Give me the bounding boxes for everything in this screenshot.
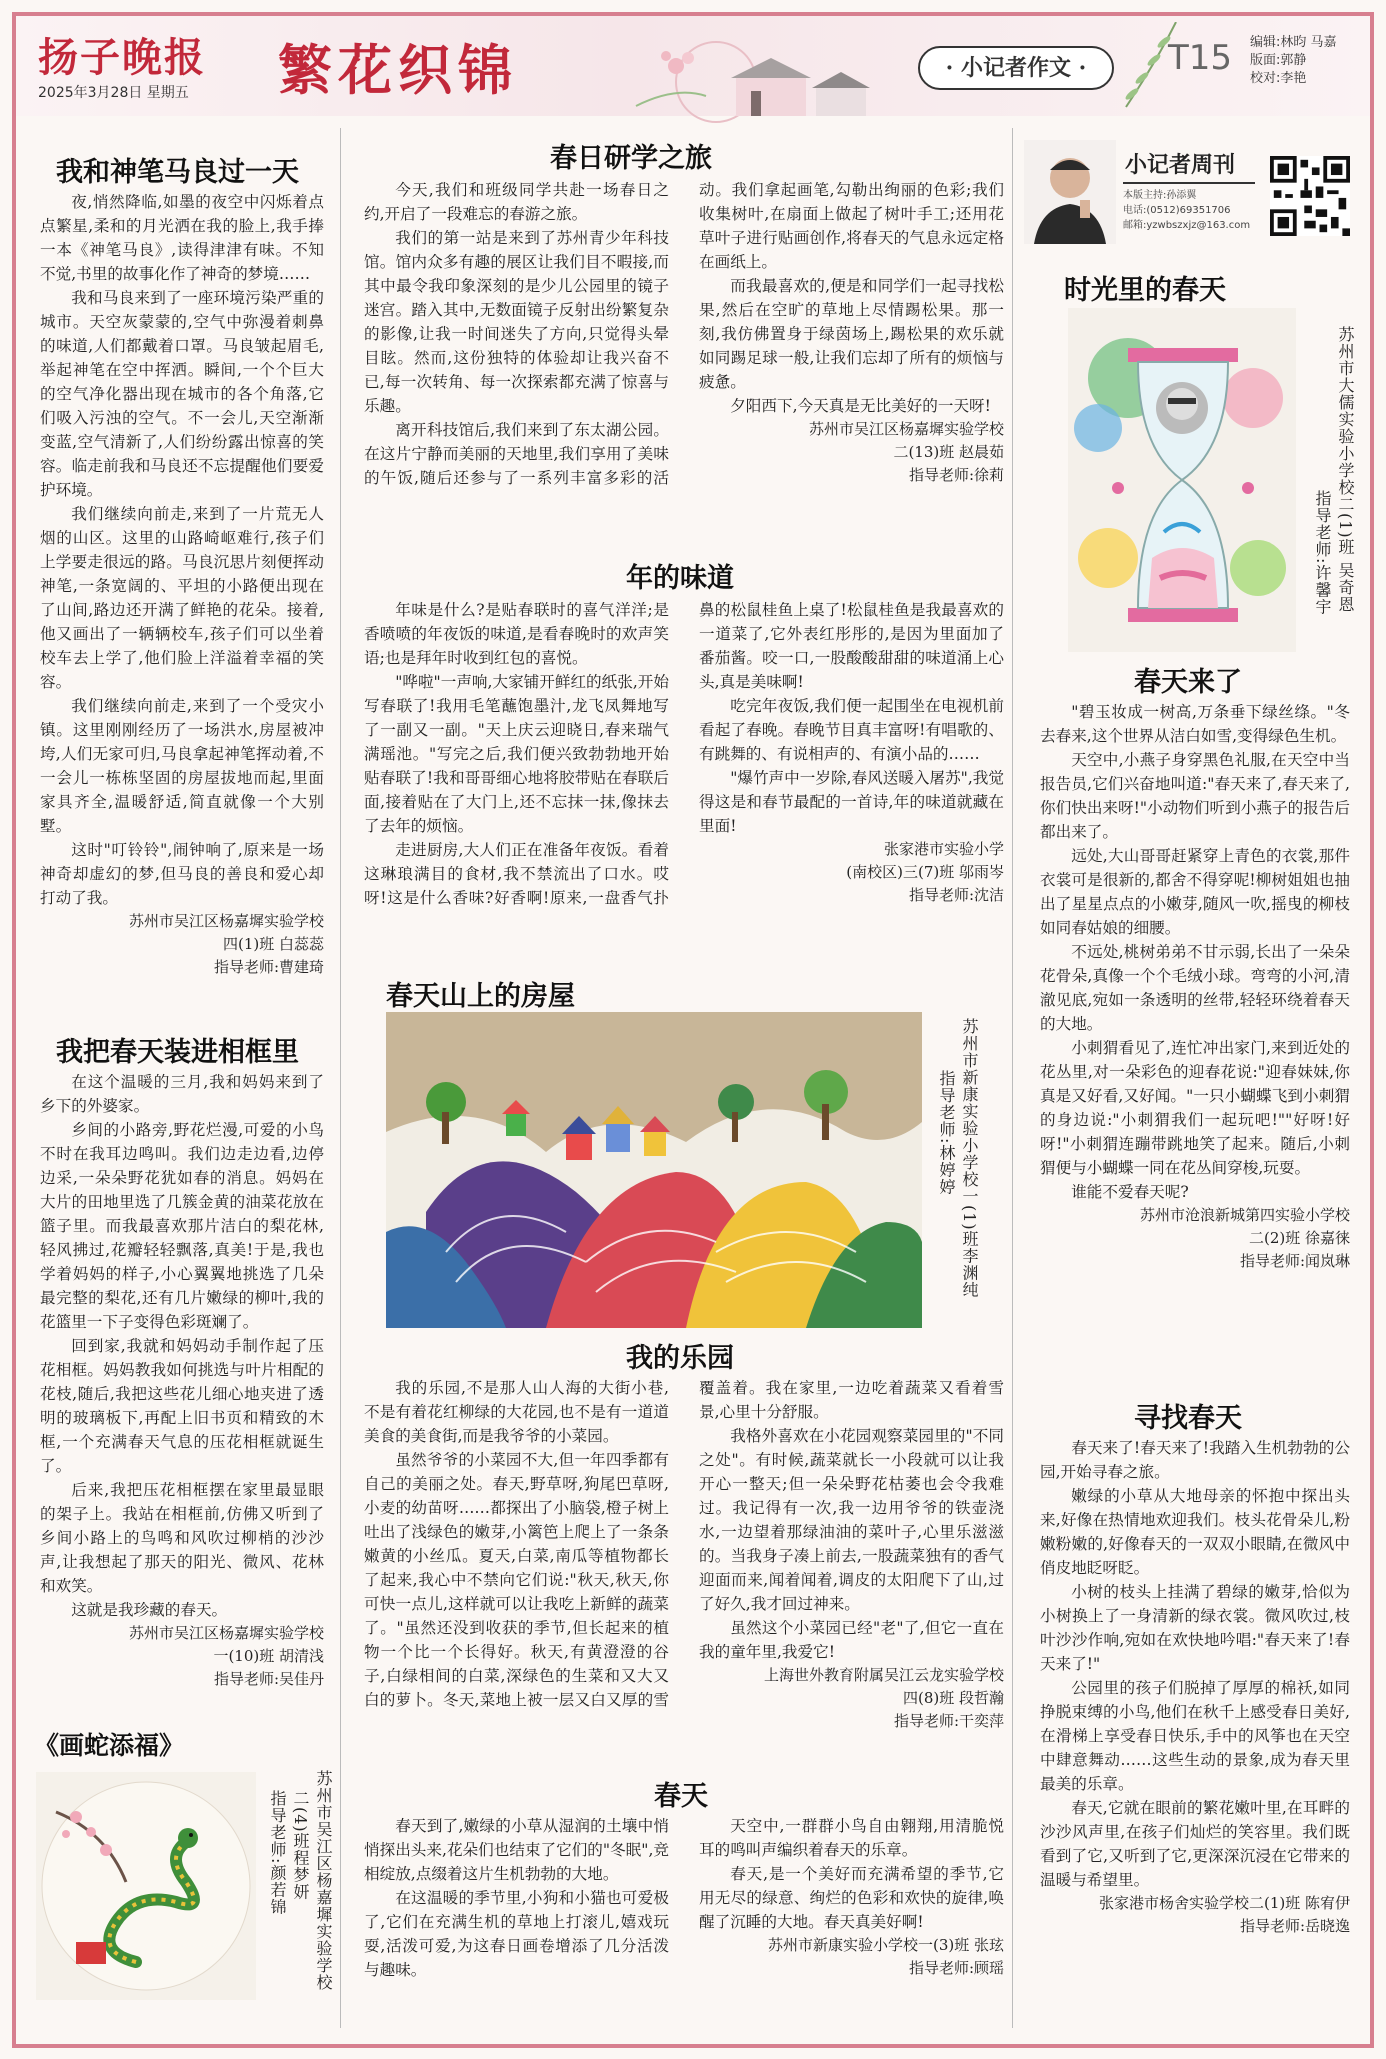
paragraph: 在这个温暖的三月,我和妈妈来到了乡下的外婆家。 [40,1073,324,1115]
author-school: 苏州市新康实验小学校一(3)班 张玹 [767,1936,1004,1954]
author-school: 张家港市实验小学 [883,840,1004,858]
painting-title: 《画蛇添福》 [34,1731,185,1760]
paragraph: 吃完年夜饭,我们便一起围坐在电视机前看起了春晚。春晚节目真丰富呀!有唱歌的、有跳舞的、有说相声的、有演小品的…… [699,697,1004,763]
painting-caption: 苏州市新康实验小学校一(1)班李渊纯 [960,1018,979,1299]
author-school: 苏州市沧浪新城第四实验小学校 [1139,1206,1350,1224]
paragraph: 小树的枝头上挂满了碧绿的嫩芽,恰似为小树换上了一身清新的绿衣裳。微风吹过,枝叶沙沙作响,宛如在欢快地吟唱:"春天来了!春天来了!" [1040,1583,1350,1673]
weekly-host: 本版主持:孙添翼 [1123,190,1197,201]
author-school: 苏州市吴江区杨嘉墀实验学校 [128,912,324,930]
column-divider [340,128,341,2028]
article-title: 春天 [654,1781,708,1812]
paragraph: "哗啦"一声响,大家铺开鲜红的纸张,开始写春联了!我用毛笔蘸饱墨汁,龙飞凤舞地写了一副又一副。"天上庆云迎晓日,春来瑞气满瑶池。"写完之后,我们便兴致勃勃地开始贴春联了!我和哥哥细心地将胶带贴在春联后面,接着贴在了大门上,还不忘抹一抹,像抹去了去年的烦恼。 [364,673,669,835]
paragraph: 远处,大山哥哥赶紧穿上青色的衣裳,那件衣裳可是很新的,都舍不得穿呢!柳树姐姐也抽出了星星点点的小嫩芽,随风一吹,摇曳的柳枝如同春姑娘的细腰。 [1040,847,1350,937]
hourglass-painting [1068,308,1296,652]
weekly-title: 小记者周刊 [1125,152,1236,178]
weekly-divider [1123,182,1255,184]
article-body [364,178,1004,550]
painting-caption: 指导老师:颜若锦 [268,1790,287,1916]
paragraph: 我和马良来到了一座环境污染严重的城市。天空灰蒙蒙的,空气中弥漫着刺鼻的味道,人们都戴着口罩。马良皱起眉毛,举起神笔在空中挥洒。瞬间,一个个巨大的空气净化器出现在城市的各个角落,它们吸入污浊的空气。不一会儿,天空渐渐变蓝,空气清新了,人们纷纷露出惊喜的笑容。临走前我和马良还不忘提醒他们要爱护环境。 [40,289,324,499]
layout-credit: 版面:郭静 [1250,53,1307,68]
editor-credit: 编辑:林昀 马嘉 [1250,35,1337,50]
author-class: 四(8)班 段哲瀚 [902,1689,1004,1707]
paragraph: 春天到了,嫩绿的小草从湿润的土壤中悄悄探出头来,花朵们也结束了它们的"冬眠",竞相绽放,点缀着这片生机勃勃的大地。 [364,1817,669,1883]
article-body [1040,700,1350,1334]
page-number: T15 [1168,38,1233,78]
paragraph: 虽然这个小菜园已经"老"了,但它一直在我的童年里,我爱它! [699,1619,1004,1661]
painting-caption: 指导老师:林婷婷 [937,1070,956,1196]
painting-caption: 苏州市大儒实验小学校二(1)班 吴奇恩 [1336,326,1355,613]
author-class: 二(13)班 赵晨茹 [893,443,1004,461]
author-school: 张家港市杨舍实验学校二(1)班 陈宥伊 [1098,1894,1350,1912]
author-teacher: 指导老师:吴佳丹 [213,1670,324,1688]
weekly-email: 邮箱:yzwbszxjz@163.com [1123,220,1251,231]
painting-caption: 二(4)班程梦妍 [291,1790,310,1901]
author-school: 苏州市吴江区杨嘉墀实验学校 [808,420,1004,438]
author-school: 苏州市吴江区杨嘉墀实验学校 [128,1624,324,1642]
article-title: 春日研学之旅 [550,143,712,174]
paragraph: 今天,我们和班级同学共赴一场春日之约,开启了一段难忘的春游之旅。 [364,181,669,223]
paragraph: 不远处,桃树弟弟不甘示弱,长出了一朵朵花骨朵,真像一个个毛绒小球。弯弯的小河,清澈见底,宛如一条透明的丝带,轻轻环绕着春天的大地。 [1040,943,1350,1033]
author-teacher: 指导老师:曹建琦 [213,958,324,976]
section-title: 繁花织锦 [278,38,518,102]
paragraph: 后来,我把压花相框摆在家里最显眼的架子上。我站在相框前,仿佛又听到了乡间小路上的鸟鸣和风吹过柳梢的沙沙声,让我想起了那天的阳光、微风、花林和欢笑。 [40,1481,324,1595]
weekly-phone: 电话:(0512)69351706 [1123,205,1231,216]
author-teacher: 指导老师:岳晓逸 [1239,1917,1350,1935]
painting-caption: 苏州市吴江区杨嘉墀实验学校 [314,1770,333,1991]
paragraph: 公园里的孩子们脱掉了厚厚的棉袄,如同挣脱束缚的小鸟,他们在秋千上感受春日美好,在滑梯上享受春日快乐,手中的风筝也在天空中肆意舞动……这些生动的景象,成为春天里最美的乐章。 [1040,1679,1350,1793]
article-title: 年的味道 [626,563,734,594]
author-teacher: 指导老师:沈洁 [908,886,1004,904]
article-title: 我的乐园 [626,1343,734,1374]
paragraph: 这就是我珍藏的春天。 [71,1601,228,1619]
hourglass-painting-image [1068,308,1296,652]
article-body [364,598,1004,960]
host-avatar [1024,140,1116,244]
author-teacher: 指导老师:干奕萍 [893,1712,1004,1730]
paragraph: 春天,它就在眼前的繁花嫩叶里,在耳畔的沙沙风声里,在孩子们灿烂的笑容里。我们既看到了它,又听到了它,更深深沉浸在它带来的温暖与希望里。 [1040,1799,1350,1889]
article-body [364,1814,1004,2026]
painting-caption: 指导老师:许馨宇 [1313,490,1332,616]
qr-code-icon[interactable] [1270,156,1350,236]
mountain-houses-image [386,1012,922,1328]
author-teacher: 指导老师:徐莉 [908,466,1004,484]
article-body [1040,1436,1350,2028]
paragraph: 我的乐园,不是那人山人海的大街小巷,不是有着花红柳绿的大花园,也不是有一道道美食的美食街,而是我爷爷的小菜园。 [364,1379,669,1445]
article-title: 我和神笔马良过一天 [56,157,299,188]
article-title: 寻找春天 [1134,1403,1242,1434]
paragraph: 虽然爷爷的小菜园不大,但一年四季都有自己的美丽之处。春天,野草呀,狗尾巴草呀,小麦的幼苗呀……都探出了小脑袋,橙子树上吐出了浅绿色的嫩芽,小篱笆上爬上了一条条嫩黄的小丝瓜。夏天,白菜,南瓜等植物都长了起来,我心中不禁向它们说:"秋天,秋天,你可快一点儿,这样就可以让我吃上新鲜的蔬菜了。"虽然还没到收获的季节,但长起来的植物一个比一个长得好。秋天,有黄澄澄的谷子,白绿相间的白菜,深绿色的生菜和又大又白的萝卜。冬天,菜地上被一层又白又厚的雪覆盖着。我在家里,一边吃着蔬菜又看着雪景,心里十分舒服。 [364,1379,1004,1709]
article-body [364,1376,1004,1768]
column-tag: · 小记者作文 · [918,46,1114,90]
author-class: (南校区)三(7)班 邬雨岑 [846,863,1004,881]
paragraph: 天空中,一群群小鸟自由翱翔,用清脆悦耳的鸣叫声编织着春天的乐章。 [699,1817,1004,1859]
author-school: 上海世外教育附属吴江云龙实验学校 [763,1666,1004,1684]
paragraph: 我们继续向前走,来到了一片荒无人烟的山区。这里的山路崎岖难行,孩子们上学要走很远的路。马良沉思片刻便挥动神笔,一条宽阔的、平坦的小路便出现在了山间,路边还开满了鲜艳的花朵。接着,他又画出了一辆辆校车,孩子们可以坐着校车去上学了,他们脸上洋溢着幸福的笑容。 [40,505,324,691]
paragraph: 我格外喜欢在小花园观察菜园里的"不同之处"。有时候,蔬菜就长一小段就可以让我开心一整天;但一朵朵野花枯萎也会令我难过。我记得有一次,我一边用爷爷的铁壶浇水,一边望着那绿油油的菜叶子,心里乐滋滋的。当我身子凑上前去,一股蔬菜独有的香气迎面而来,闻着闻着,调皮的太阳爬下了山,过了好久,我才回过神来。 [699,1427,1004,1613]
article-title: 春天来了 [1134,667,1242,698]
paragraph: 我们的第一站是来到了苏州青少年科技馆。馆内众多有趣的展区让我们目不暇接,而其中最令我印象深刻的是少儿公园里的镜子迷宫。踏入其中,无数面镜子反射出纷繁复杂的影像,让我一时间迷失了方向,只觉得头晕目眩。然而,这份独特的体验却让我兴奋不已,每一次转角、每一次探索都充满了惊喜与乐趣。 [364,229,669,415]
paragraph: 这时"叮铃铃",闹钟响了,原来是一场神奇却虚幻的梦,但马良的善良和爱心却打动了我。 [40,841,324,907]
paragraph: 春天来了!春天来了!我踏入生机勃勃的公园,开始寻春之旅。 [1040,1439,1350,1481]
author-teacher: 指导老师:顾瑶 [908,1959,1004,1977]
author-class: 二(2)班 徐嘉徕 [1248,1229,1350,1247]
paragraph: 夕阳西下,今天真是无比美好的一天呀! [730,397,991,415]
paragraph: 走进厨房,大人们正在准备年夜饭。看着这琳琅满目的食材,我不禁流出了口水。哎呀!这是什么香味?好香啊!原来,一盘香气扑鼻的松鼠桂鱼上桌了!松鼠桂鱼是我最喜欢的一道菜了,它外表红彤彤的,是因为里面加了番茄酱。咬一口,一股酸酸甜甜的味道涌上心头,真是美味啊! [364,601,1004,907]
author-class: 一(10)班 胡清浅 [213,1647,324,1665]
article-body [40,190,324,990]
paragraph: 在这温暖的季节里,小狗和小猫也可爱极了,它们在充满生机的草地上打滚儿,嬉戏玩耍,活泼可爱,为这春日画卷增添了几分活泼与趣味。 [364,1889,669,1979]
snake-painting-image [36,1772,256,2000]
column-divider [1012,128,1013,2028]
paragraph: 而我最喜欢的,便是和同学们一起寻找松果,然后在空旷的草地上尽情踢松果。那一刻,我仿佛置身于绿茵场上,踢松果的欢乐就如同踢足球一般,让我们忘却了所有的烦恼与疲惫。 [699,277,1004,391]
paper-name: 扬子晚报 [38,34,206,81]
paragraph: 嫩绿的小草从大地母亲的怀抱中探出头来,好像在热情地欢迎我们。枝头花骨朵儿,粉嫩粉嫩的,好像春天的一双双小眼睛,在微风中俏皮地眨呀眨。 [1040,1487,1350,1577]
weekly-contact [1123,188,1250,233]
painting-title: 时光里的春天 [1064,275,1226,306]
article-body [40,1070,324,1720]
paragraph: "爆竹声中一岁除,春风送暖入屠苏",我觉得这是和春节最配的一首诗,年的味道就藏在里面! [699,769,1004,835]
paragraph: 春天,是一个美好而充满希望的季节,它用无尽的绿意、绚烂的色彩和欢快的旋律,唤醒了沉睡的大地。春天真美好啊! [699,1865,1004,1931]
paragraph: 乡间的小路旁,野花烂漫,可爱的小鸟不时在我耳边鸣叫。我们边走边看,边停边采,一朵朵野花犹如春的消息。妈妈在大片的田地里选了几簇金黄的油菜花放在篮子里。而我最喜欢那片洁白的梨花林,轻风拂过,花瓣轻轻飘落,真美!于是,我也学着妈妈的样子,小心翼翼地挑选了几朵最完整的梨花,还有几片嫩绿的柳叶,我的花篮里一下子变得色彩斑斓了。 [40,1121,324,1331]
article-title: 我把春天装进相框里 [56,1037,299,1068]
painting-title: 春天山上的房屋 [386,981,575,1012]
mountain-houses-painting [386,1012,922,1328]
paragraph: 天空中,小燕子身穿黑色礼服,在天空中当报告员,它们兴奋地叫道:"春天来了,春天来了,你们快出来呀!"小动物们听到小燕子的报告后都出来了。 [1040,751,1350,841]
paragraph: 谁能不爱春天呢? [1071,1183,1189,1201]
paragraph: 回到家,我就和妈妈动手制作起了压花相框。妈妈教我如何挑选与叶片相配的花枝,随后,我把这些花儿细心地夹进了透明的玻璃板下,再配上旧书页和精致的木框,一个充满春天气息的压花相框就诞生了。 [40,1337,324,1475]
paragraph: 夜,悄然降临,如墨的夜空中闪烁着点点繁星,柔和的月光洒在我的脸上,我手捧一本《神笔马良》,读得津津有味。不知不觉,书里的故事化作了神奇的梦境…… [40,193,324,283]
paragraph: "碧玉妆成一树高,万条垂下绿丝绦。"冬去春来,这个世界从洁白如雪,变得绿色生机。 [1040,703,1350,745]
paragraph: 我们继续向前走,来到了一个受灾小镇。这里刚刚经历了一场洪水,房屋被冲垮,人们无家可归,马良拿起神笔挥动着,不一会儿一栋栋坚固的房屋拔地而起,里面家具齐全,温暖舒适,简直就像一个大别墅。 [40,697,324,835]
author-class: 四(1)班 白蕊蕊 [222,935,324,953]
issue-date: 2025年3月28日 星期五 [38,85,189,101]
proofread-credit: 校对:李艳 [1250,71,1307,86]
paragraph: 离开科技馆后,我们来到了东太湖公园。在这片宁静而美丽的天地里,我们享用了美味的午饭,随后还参与了一系列丰富多彩的活动。我们拿起画笔,勾勒出绚丽的色彩;我们收集树叶,在扇面上做起了树叶手工;还用花草叶子进行贴画创作,将春天的气息永远定格在画纸上。 [364,181,1004,487]
author-teacher: 指导老师:闻岚琳 [1239,1252,1350,1270]
snake-painting [36,1772,256,2000]
paragraph: 小刺猬看见了,连忙冲出家门,来到近处的花丛里,对一朵彩色的迎春花说:"迎春妹妹,你真是又好看,又好闻。"一只小蝴蝶飞到小刺猬的身边说:"小刺猬我们一起玩吧!""好呀!好呀!"小刺猬连蹦带跳地笑了起来。随后,小刺猬便与小蝴蝶一同在花丛间穿梭,玩耍。 [1040,1039,1350,1177]
paragraph: 年味是什么?是贴春联时的喜气洋洋;是香喷喷的年夜饭的味道,是看春晚时的欢声笑语;也是拜年时收到红包的喜悦。 [364,601,669,667]
